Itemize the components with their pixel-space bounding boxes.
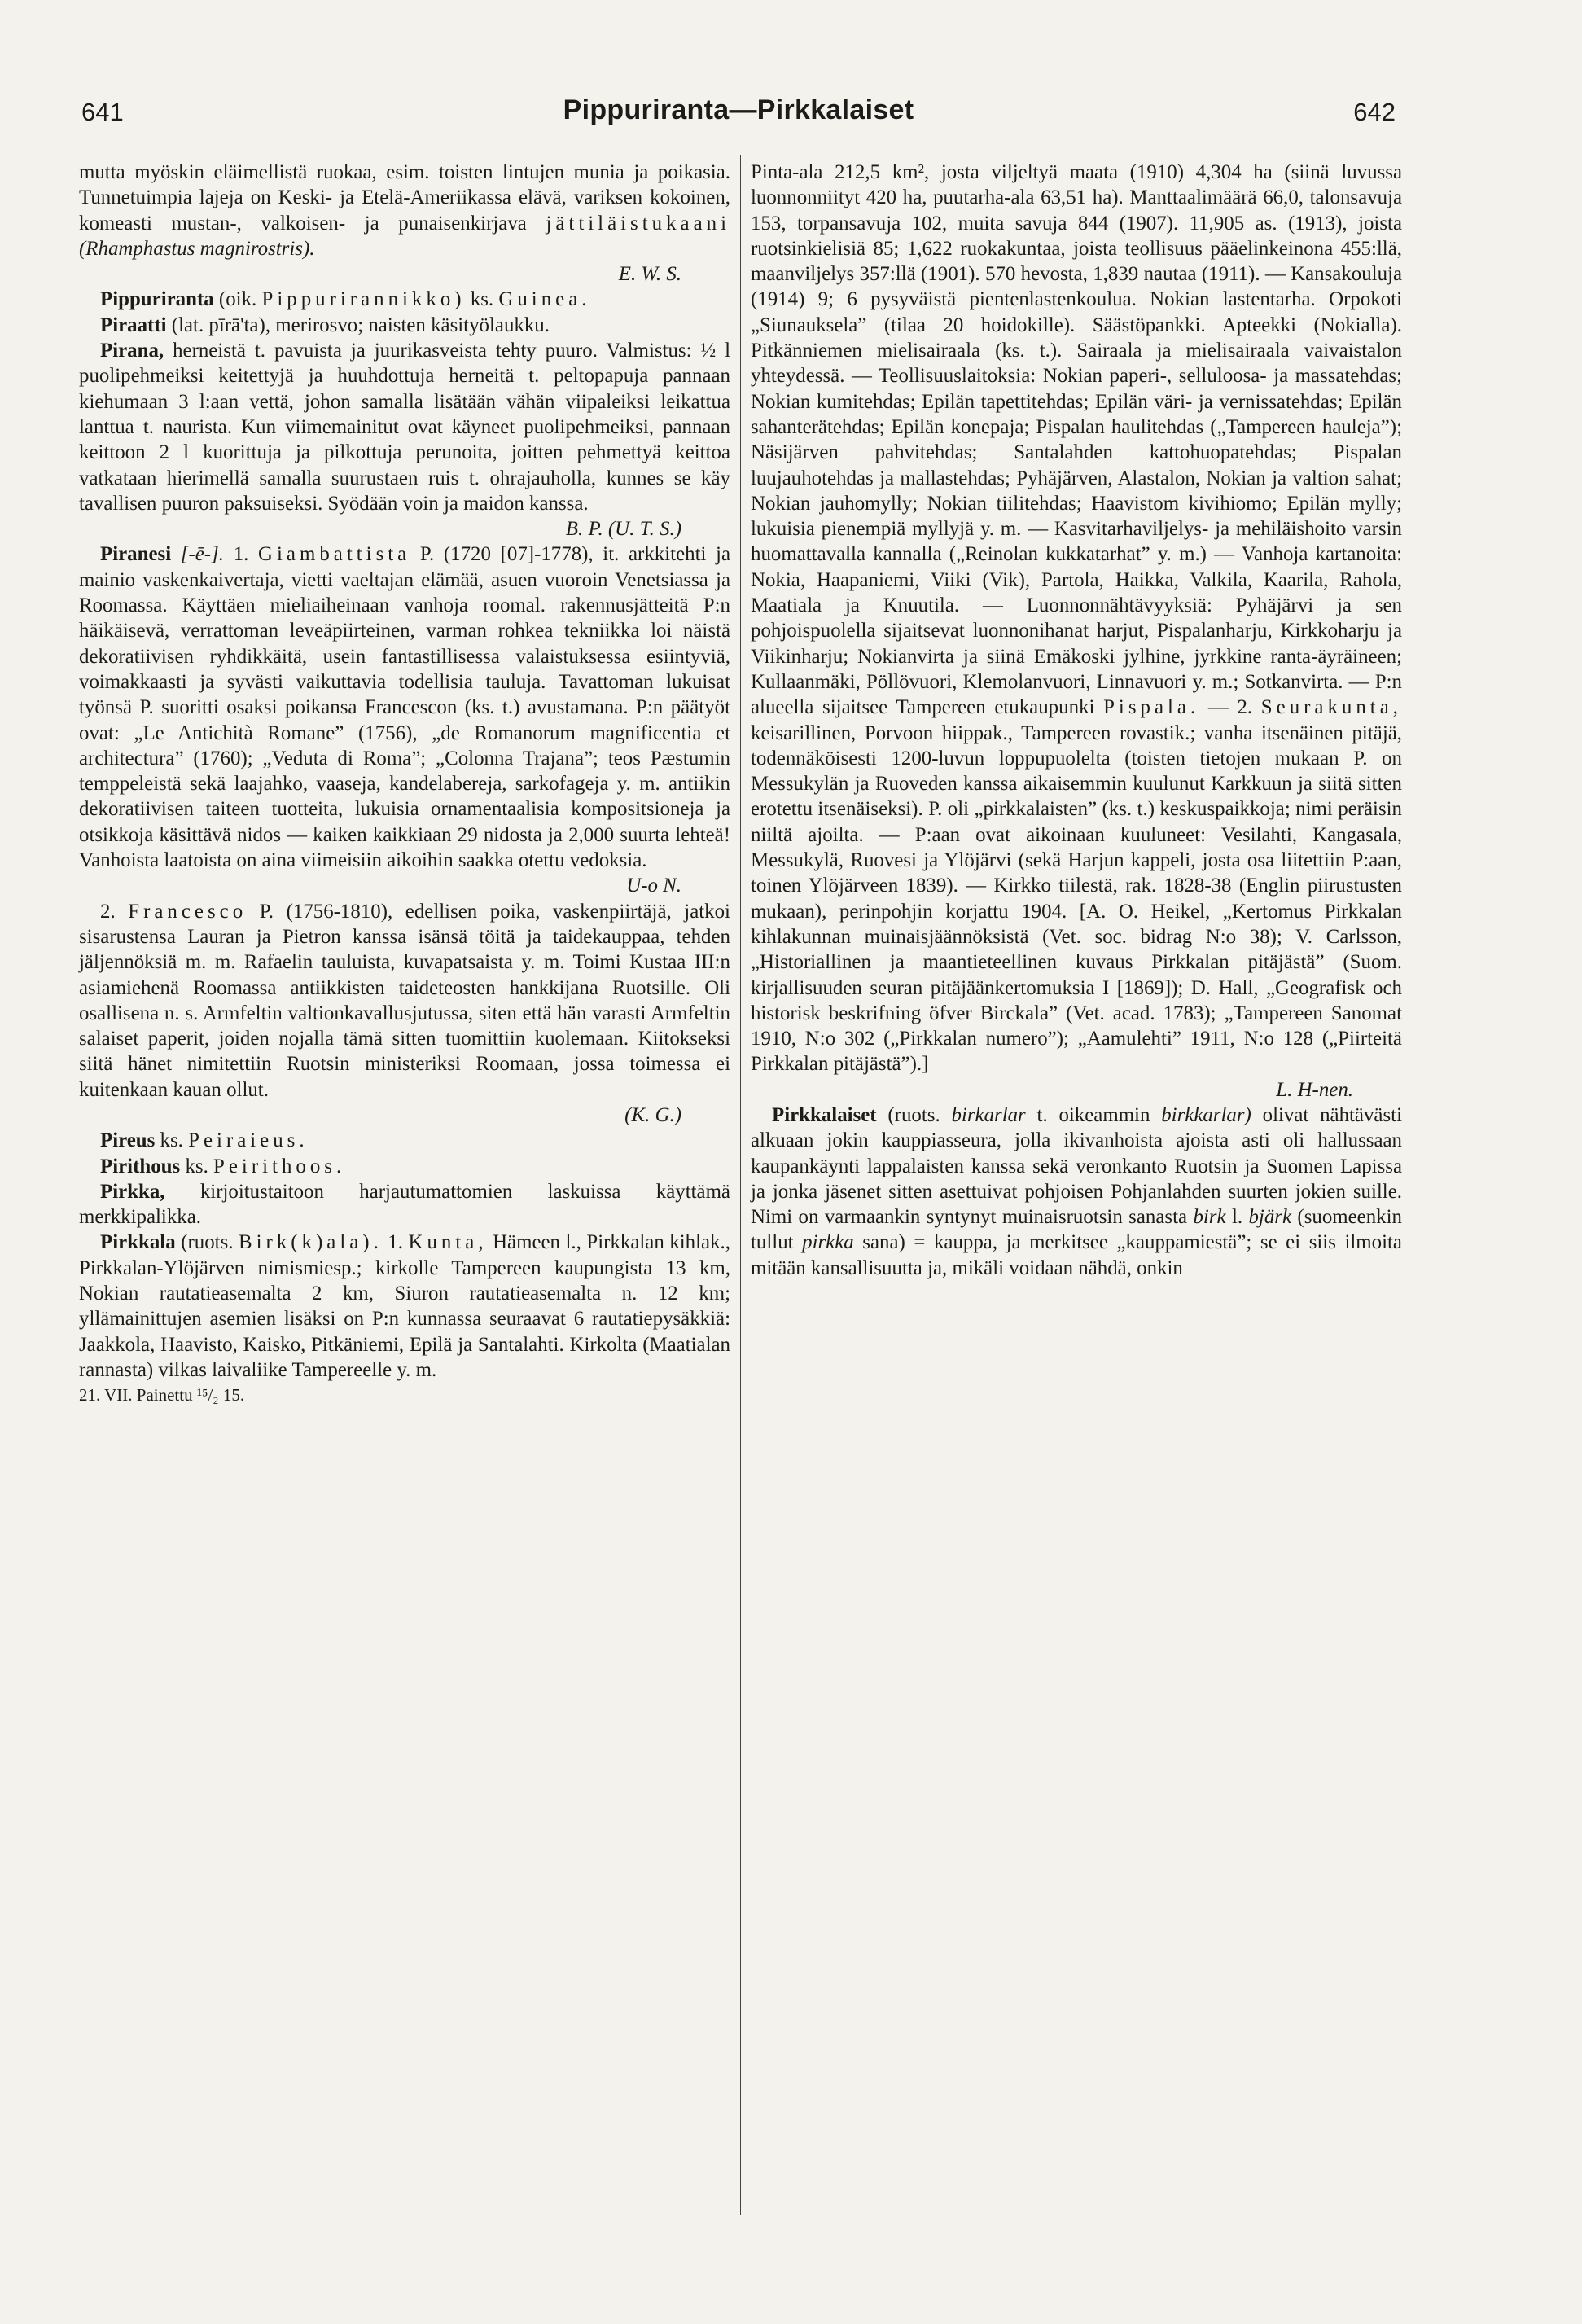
headword: Pirkkala bbox=[100, 1231, 176, 1254]
headword: Pirana, bbox=[100, 340, 164, 362]
entry-pirana bbox=[79, 338, 730, 542]
text: Pinta-ala 212,5 km², josta viljeltyä maata (1910) 4,304 ha (siinä luvussa luonnonniityt 420 ha, puutarha-ala 63,51 ha). Manttaalimäärä 66,0, talonsavuja 153, torpansavuja 102, muita savuja 844 (1907). 11,905 as. (1913), joista ruotsinkielisiä 85; 1,622 ruokakuntaa, joista teollisuus pääelinkeinona 455:llä, maanviljelys 357:llä (1901). 570 hevosta, 1,839 nautaa (1911). — Kansakouluja (1914) 9; 6 pysyväistä pientenlastenkoulua. Nokian lastentarha. Orpokoti „Siunauksela” (tilaa 20 hoidokille). Säästöpankki. Apteekki (Nokialla). Pitkänniemen mielisairaala (ks. t.). Sairaala ja mielisairaala vaivaistalon yhteydessä. — Teollisuuslaitoksia: Nokian paperi-, selluloosa- ja massatehdas; Nokian kumitehdas; Epilän tapettitehdas; Epilän väri- ja vernissatehdas; Epilän sahanterätehdas; Epilän konepaja; Pispalan haulitehdas („Tampereen hauleja”); Näsijärven pahvitehdas; Santalahden kattohuopatehdas; Pispalan luujauhotehdas ja mallastehdas; Pyhäjärven, Alastalon, Nokian ja valtion sahat; Nokian jauhomylly; Nokian tiilitehdas; Haavistom kivihiomo; Epilän mylly; lukuisia pienempiä myllyjä y. m. — Kasvitarhaviljelys- ja mehiläishoito varsin huomattavalla kannalla („Reinolan kukkatarhat” y. m.) — Vanhoja kartanoita: Nokia, Haapaniemi, Viiki (Vik), Partola, Haikka, Valkila, Kaarila, Rahola, Maatiala ja Knuutila. — Luonnonnähtävyyksiä: Pyhäjärvi ja sen pohjoispuolella sijaitsevat luonnonihanat harjut, Pispalanharju, Kirkkoharju ja Viikinharju; Nokianvirta ja siinä Emäkoski jylhine, jyrkkine ranta-äyräineen; Kullaanmäki, Pöllövuori, Klemolanvuori, Linnavuori y. m.; Sotkanvirta. — P:n alueella sijaitsee Tampereen etukaupunki bbox=[751, 161, 1402, 719]
running-title: Pippuriranta—Pirkkalaiset bbox=[563, 94, 914, 125]
text: sana) = kauppa, ja merkitsee „kauppamiestä”; se ei siis ilmoita mitään kansallisuutta ja, mikäli voidaan nähdä, onkin bbox=[751, 1231, 1402, 1279]
headword: Pirkka, bbox=[100, 1180, 165, 1203]
text: olivat nähtävästi alkuaan jokin kauppiasseura, jolla ikivanhoista ajoista asti oli hallussaan kaupankäynti lappalaisten kanssa sekä veronkanto Ruotsin ja Suomen Lapissa ja jonka jäsenet sitten asettuivat pohjoisen Pohjanlahden suurten jokien suille. Nimi on varmaankin syntynyt muinaisruotsin sanasta bbox=[751, 1103, 1402, 1229]
headword: Pireus bbox=[100, 1129, 156, 1152]
text: (oik. bbox=[218, 288, 257, 311]
entry-francesco bbox=[79, 899, 730, 1129]
headword: Pirithous bbox=[100, 1155, 181, 1177]
text: ks. bbox=[470, 288, 494, 311]
text: (lat. pīrā'ta), merirosvo; naisten käsityölaukku. bbox=[171, 314, 550, 336]
entry-piraatti bbox=[79, 313, 730, 338]
entry-pirkkalaiset bbox=[751, 1103, 1402, 1281]
text: kirjoitustaitoon harjautumattomien laskuissa käyttämä merkkipalikka. bbox=[79, 1180, 730, 1229]
text: keisarillinen, Porvoon hiippak., Tampereen rovastik.; vanha itsenäinen pitäjä, todennäköisesti 1200-luvun loppupuolelta (toisten tietojen mukaan P. on Messukylän ja Ruoveden kanssa aikaisemmin kuulunut Karkkuun ja siitä sitten erotettu itsenäiseksi). P. oli „pirkkalaisten” (ks. t.) keskuspaikkoja; nimi peräisin niiltä ajoilta. — P:aan ovat aikoinaan kuuluneet: Vesilahti, Kangasala, Messukylä, Ruovesi ja Ylöjärvi (sekä Harjun kappeli, josta osa liitettiin P:aan, toinen Ylöjärveen 1839). — Kirkko tiilestä, rak. 1828-38 (Englin piirustusten mukaan), perinpohjin korjattu 1904. [A. O. Heikel, „Kertomus Pirkkalan kihlakunnan muinaisjäännöksistä (Vet. soc. bidrag N:o 38); V. Carlsson, „Historiallinen ja maantieteellinen kuvaus Pirkkalan pitäjästä” (Suom. kirjallisuuden seuran pitäjäänkertomuksia I [1869]); D. Hall, „Geografisk och historisk beskrifning öfver Birckala” (Vet. acad. 1783); „Tampereen Sanomat 1910, N:o 302 („Pirkkalan numero”); „Aamulehti” 1911, N:o 128 („Piirteitä Pirkkalan pitäjästä”).] bbox=[751, 721, 1402, 1076]
text: ks. bbox=[185, 1155, 208, 1177]
text: (ruots. bbox=[181, 1231, 234, 1254]
left-column bbox=[79, 160, 730, 1407]
column-divider bbox=[740, 155, 741, 2215]
text: 1. bbox=[233, 543, 249, 566]
headword: Piranesi bbox=[100, 543, 172, 566]
headword: Pirkkalaiset bbox=[772, 1103, 877, 1126]
text: — 2. bbox=[1207, 696, 1253, 719]
text: herneistä t. pavuista ja juurikasveista tehty puuro. Valmistus: ½ l puolipehmeiksi keitettyjä ja huuhdottuja herneitä t. peltopapuja pannaan kiehumaan 3 l:aan vettä, johon samalla lisätään vähän viipaleiksi leikattua lanttua t. naurista. Kun viimemainitut ovat käyneet puolipehmeiksi, pannaan keittoon 2 l kuorittuja ja pilkottuja perunoita, joitten pehmettyä keittoa vatkataan hierimellä samalla suurustaen ruis t. ohrajauholla, kunnes se käy tavallisen puuron paksuiseksi. Syödään voin ja maidon kanssa. bbox=[79, 340, 730, 515]
paragraph bbox=[751, 160, 1402, 1103]
text: (ruots. bbox=[887, 1103, 940, 1126]
author-signature: U-o N. bbox=[626, 875, 681, 897]
spaced-term: Birk(k)ala). bbox=[239, 1231, 383, 1254]
text: Hämeen l., Pirkkalan kihlak., Pirkkalan-Ylöjärven nimismiesp.; kirkolle Tampereen kaupungista 13 km, Nokian rautatieasemalta 2 km, Siuron rautatieasemalta n. 12 km; yllämainittujen asemien lisäksi on P:n kunnassa seuraavat 6 rautatiepysäkkiä: Jaakkola, Haavisto, Kaisko, Pitkäniemi, Epilä ja Santalahti. Kirkolta (Maatialan rannasta) vilkas laivaliike Tampereelle y. m. bbox=[79, 1231, 730, 1381]
text: 2. bbox=[100, 900, 116, 923]
scientific-name: (Rhamphastus magnirostris). bbox=[79, 237, 315, 260]
running-header bbox=[81, 94, 1396, 138]
headword: Piraatti bbox=[100, 314, 167, 336]
spaced-term: jättiläistukaani bbox=[546, 212, 730, 235]
text: ks. bbox=[160, 1129, 183, 1152]
italic-term: birk bbox=[1193, 1206, 1226, 1229]
entry-piranesi bbox=[79, 542, 730, 898]
text: (suomeenkin tullut bbox=[751, 1206, 1402, 1254]
spaced-term: Pispala. bbox=[1103, 696, 1200, 719]
author-signature: E. W. S. bbox=[618, 263, 681, 286]
entry-pippuriranta bbox=[79, 287, 730, 312]
entry-pirkka bbox=[79, 1179, 730, 1230]
author-signature: B. P. (U. T. S.) bbox=[565, 518, 681, 541]
spaced-term: Peirithoos. bbox=[213, 1155, 346, 1177]
text: mutta myöskin eläimellistä ruokaa, esim. toisten lintujen munia ja poikasia. Tunnetuimpia lajeja on Keski- ja Etelä-Ameriikassa elävä, variksen kokoinen, komeasti mustan-, valkoisen- ja punaisenkirjava bbox=[79, 161, 730, 235]
text: P. (1720 [07]-1778), it. arkkitehti ja mainio vaskenkaivertaja, vietti vaeltajan elämää, asuen vuoroin Venetsiassa ja Roomassa. Käyttäen mieliaiheinaan vanhoja roomal. rakennusjätteitä P:n häikäisevä, verrattoman leveäpiirteinen, varman rohkea tekniikka loi näistä dekoratiivisen ryhdikkäitä, usein fantastillisessa valaistuksessa esiintyviä, voimakkaasti ja syvästi vaikuttavia todellisia tauluja. Tavattoman lukuisat työnsä P. suoritti osaksi poikansa Francescon (ks. t.) avustamana. P:n päätyöt ovat: „Le Antichità Romane” (1756), „de Romanorum magnificentia et architectura” (1760); „Veduta di Roma”; „Colonna Trajana”; teos Pæstumin temppeleistä sekä laajahko, vaaseja, kandelabereja, sarkofageja y. m. antiikin dekoratiivisen taiteen tuotteita, lukuisia ornamentaalisia kompositsioneja ja otsikkoja käsittävä nidos — kaiken kaikkiaan 29 nidosta ja 2,000 suurta lehteä! Vanhoista laatoista on aina viimeisiin aikoihin saakka otettu vedoksia. bbox=[79, 543, 731, 872]
italic-term: birkkarlar) bbox=[1161, 1103, 1251, 1126]
printer-footnote: 21. VII. Painettu ¹⁵/₂ 15. bbox=[79, 1385, 245, 1405]
author-signature: (K. G.) bbox=[624, 1103, 681, 1126]
spaced-term: Peiraieus. bbox=[188, 1129, 309, 1152]
spaced-term: Pippurirannikko) bbox=[261, 288, 466, 311]
spaced-term: Guinea. bbox=[498, 288, 591, 311]
right-page-number: 642 bbox=[1353, 98, 1396, 126]
text: P. (1756-1810), edellisen poika, vaskenpiirtäjä, jatkoi sisarustensa Lauran ja Pietron kanssa isänsä töitä ja taidekauppaa, tehden jäljennöksiä m. m. Rafaelin tauluista, kuvapatsaista y. m. Toimi Kustaa III:n asiamiehenä Roomassa antiikkisten taideteosten hankkijana Ruotsille. Oli osallisena n. s. Armfeltin valtionkavallusjutussa, siten että hän varasti Armfeltin salaiset paperit, joiden nojalla tämä sitten tuomittiin kuolemaan. Kiitokseksi siitä hänet nimitettiin Ruotsin ministeriksi Roomaan, jossa toimessa ei kuitenkaan kauan ollut. bbox=[79, 900, 730, 1101]
spaced-term: Giambattista bbox=[258, 543, 411, 566]
spaced-term: Kunta, bbox=[408, 1231, 488, 1254]
italic-term: bjärk bbox=[1248, 1206, 1292, 1229]
text: 1. bbox=[388, 1231, 403, 1254]
text: l. bbox=[1231, 1206, 1243, 1229]
italic-term: pirkka bbox=[802, 1231, 854, 1254]
entry-pirithous bbox=[79, 1154, 730, 1179]
spaced-term: Francesco bbox=[128, 900, 248, 923]
entry-pireus bbox=[79, 1128, 730, 1153]
entry-pirkkala bbox=[79, 1230, 730, 1383]
pronunciation: [-ē-]. bbox=[180, 543, 225, 566]
italic-term: birkarlar bbox=[951, 1103, 1026, 1126]
headword: Pippuriranta bbox=[100, 288, 214, 311]
spaced-term: Seurakunta, bbox=[1260, 696, 1402, 719]
author-signature: L. H-nen. bbox=[1276, 1078, 1353, 1101]
right-column bbox=[751, 160, 1402, 1281]
text: t. oikeammin bbox=[1036, 1103, 1150, 1126]
paragraph bbox=[79, 160, 730, 287]
left-page-number: 641 bbox=[81, 98, 124, 126]
